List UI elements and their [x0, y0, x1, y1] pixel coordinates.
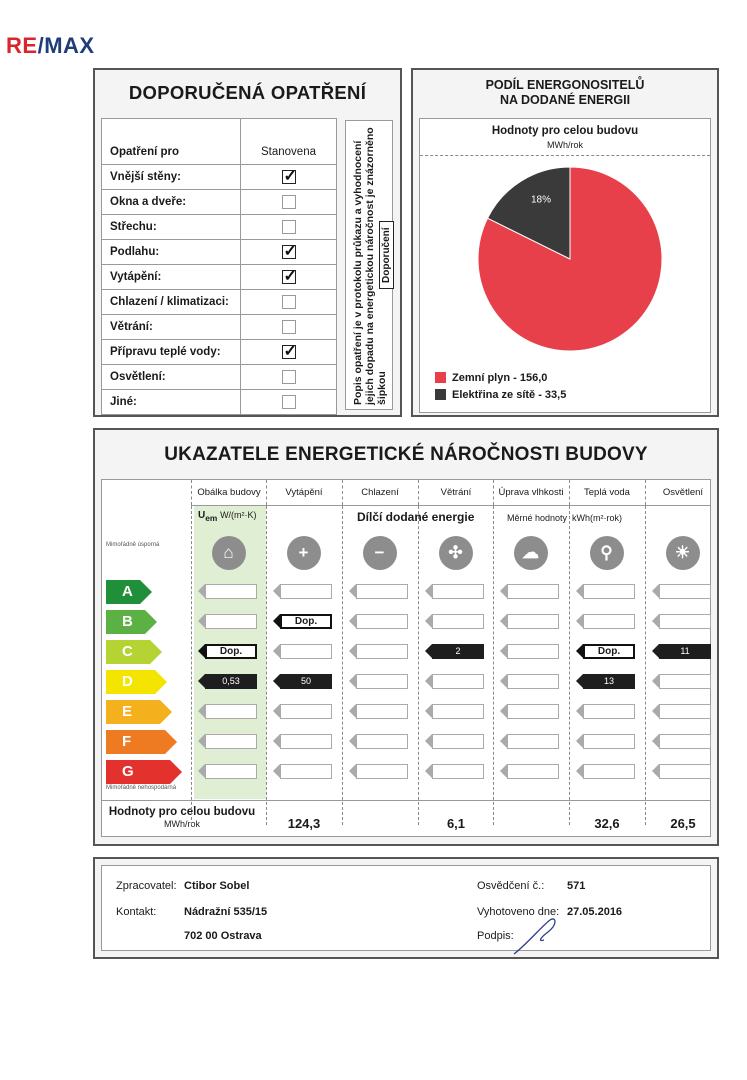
empty-class-slot [432, 614, 484, 629]
empty-class-slot [356, 704, 408, 719]
totals-label-text: Hodnoty pro celou budovu [108, 806, 256, 818]
empty-class-slot [356, 734, 408, 749]
empty-class-slot [432, 764, 484, 779]
legend-item [435, 369, 566, 386]
scale-top-note: Mimořádně úsporná [106, 542, 160, 548]
total-value: 32,6 [594, 816, 620, 831]
measure-row [102, 190, 337, 215]
energy-class-b: B [106, 610, 145, 634]
kwh-unit-label: kWh(m²·rok) [572, 513, 622, 523]
checked-checkbox[interactable] [282, 345, 296, 359]
logo-max: MAX [44, 33, 95, 58]
indicators-box [101, 479, 711, 837]
signature-mark [512, 916, 562, 956]
pie-percent-label: 18% [530, 194, 552, 206]
measure-label: Podlahu: [102, 240, 241, 265]
total-value: 26,5 [670, 816, 696, 831]
empty-class-slot [659, 764, 711, 779]
measures-table [101, 118, 337, 415]
measure-status [241, 265, 337, 290]
empty-checkbox[interactable] [282, 295, 296, 309]
legend-label: Elektřina ze sítě - 33,5 [452, 388, 567, 401]
measure-status [241, 190, 337, 215]
empty-class-slot [659, 704, 711, 719]
empty-class-slot [432, 584, 484, 599]
current-class-arrow: 0,53 [205, 674, 257, 689]
totals-unit: MWh/rok [164, 819, 200, 829]
measure-row [102, 390, 337, 415]
checked-checkbox[interactable] [282, 170, 296, 184]
empty-class-slot [280, 644, 332, 659]
indicators-panel [93, 428, 719, 846]
empty-class-slot [356, 644, 408, 659]
uem-letter: U [198, 510, 206, 521]
energy-class-a: A [106, 580, 140, 604]
empty-class-slot [583, 584, 635, 599]
measure-row [102, 215, 337, 240]
empty-class-slot [507, 734, 559, 749]
energy-class-g: G [106, 760, 170, 784]
empty-class-slot [583, 614, 635, 629]
specific-values-label: Měrné hodnoty [507, 513, 568, 523]
address-line2: 702 00 Ostrava [184, 930, 262, 942]
empty-class-slot [280, 764, 332, 779]
empty-class-slot [507, 584, 559, 599]
empty-class-slot [356, 764, 408, 779]
empty-checkbox[interactable] [282, 220, 296, 234]
house-icon: ⌂ [212, 536, 246, 570]
current-class-arrow: 11 [659, 644, 711, 659]
measure-label: Větrání: [102, 315, 241, 340]
measure-status [241, 290, 337, 315]
column-header: Chlazení [342, 480, 417, 505]
energy-share-title [413, 78, 717, 108]
uem-unit: W/(m²·K) [220, 510, 257, 520]
recommendation-tag [376, 227, 394, 289]
recommended-class-arrow: Dop. [280, 614, 332, 629]
empty-class-slot [280, 584, 332, 599]
measure-status [241, 240, 337, 265]
measure-label: Střechu: [102, 215, 241, 240]
checked-checkbox[interactable] [282, 245, 296, 259]
recommended-measures-panel [93, 68, 402, 417]
empty-checkbox[interactable] [282, 320, 296, 334]
uem-label [198, 510, 257, 523]
measures-col1: Opatření pro [102, 119, 241, 165]
total-value: 6,1 [446, 816, 466, 831]
empty-class-slot [659, 674, 711, 689]
measures-col2: Stanovena [241, 119, 337, 165]
water-tap-icon: ⚲ [590, 536, 624, 570]
empty-class-slot [659, 614, 711, 629]
legend-label: Zemní plyn - 156,0 [452, 371, 548, 384]
measure-status [241, 340, 337, 365]
empty-class-slot [659, 734, 711, 749]
empty-class-slot [280, 734, 332, 749]
pie-legend [435, 369, 566, 403]
fan-icon: ✣ [439, 536, 473, 570]
pie-percent-label: 82% [624, 358, 645, 370]
current-class-arrow: 13 [583, 674, 635, 689]
legend-item [435, 386, 566, 403]
footer-panel [93, 857, 719, 959]
recommended-class-arrow: Dop. [583, 644, 635, 659]
energy-class-d: D [106, 670, 155, 694]
address-line1: Nádražní 535/15 [184, 906, 268, 918]
empty-checkbox[interactable] [282, 395, 296, 409]
empty-class-slot [205, 614, 257, 629]
empty-class-slot [507, 614, 559, 629]
current-class-arrow: 2 [432, 644, 484, 659]
measures-note: Popis opatření je v protokolu průkazu a vyhodnocení jejich dopadu na energetickou náročnost je znázorněno šipkou [352, 127, 388, 405]
uem-sub: em [205, 513, 218, 523]
measure-status [241, 165, 337, 190]
measure-label: Přípravu teplé vody: [102, 340, 241, 365]
contact-label: Kontakt: [116, 906, 157, 918]
total-value: 124,3 [287, 816, 321, 831]
current-class-arrow: 50 [280, 674, 332, 689]
indicators-title: UKAZATELE ENERGETICKÉ NÁROČNOSTI BUDOVY [164, 444, 648, 465]
cert-label: Osvědčení č.: [477, 880, 545, 892]
empty-class-slot [356, 584, 408, 599]
energy-class-c: C [106, 640, 150, 664]
pie-chart [475, 164, 665, 370]
measures-title: DOPORUČENÁ OPATŘENÍ [128, 82, 367, 103]
column-header: Teplá voda [569, 480, 644, 505]
empty-class-slot [507, 674, 559, 689]
column-header: Vytápění [266, 480, 341, 505]
pie-unit: MWh/rok [547, 140, 583, 150]
measure-row [102, 365, 337, 390]
scale-bottom-note: Mimořádně nehospodárná [106, 785, 177, 791]
issued-label: Vyhotoveno dne: [477, 906, 560, 918]
logo-re: RE [6, 33, 38, 58]
measure-label: Vnější stěny: [102, 165, 241, 190]
empty-class-slot [356, 674, 408, 689]
empty-class-slot [432, 734, 484, 749]
pie-box [419, 118, 711, 413]
recommended-class-arrow: Dop. [205, 644, 257, 659]
cert-number: 571 [567, 880, 586, 892]
pie-subtitle: Hodnoty pro celou budovu [491, 125, 639, 137]
legend-swatch [435, 389, 446, 400]
legend-swatch [435, 372, 446, 383]
measure-status [241, 315, 337, 340]
lightbulb-icon: ☀ [666, 536, 700, 570]
measure-label: Vytápění: [102, 265, 241, 290]
totals-label [108, 806, 256, 829]
measure-row [102, 240, 337, 265]
measure-row [102, 290, 337, 315]
empty-class-slot [583, 734, 635, 749]
issued-date: 27.05.2016 [567, 906, 623, 918]
empty-class-slot [507, 704, 559, 719]
empty-checkbox[interactable] [282, 195, 296, 209]
empty-class-slot [356, 614, 408, 629]
measure-label: Okna a dveře: [102, 190, 241, 215]
column-header: Obálka budovy [191, 480, 266, 505]
empty-class-slot [280, 704, 332, 719]
thermometer-cold-icon: − [363, 536, 397, 570]
column-header: Úprava vlhkosti [493, 480, 568, 505]
measure-row [102, 340, 337, 365]
energy-share-title-line2: NA DODANÉ ENERGII [499, 93, 631, 107]
empty-class-slot [432, 704, 484, 719]
measure-row [102, 265, 337, 290]
recommendation-tag-label: Doporučení [379, 221, 394, 289]
empty-class-slot [507, 764, 559, 779]
empty-class-slot [205, 584, 257, 599]
processor-label: Zpracovatel: [116, 880, 177, 892]
measure-label: Osvětlení: [102, 365, 241, 390]
measure-label: Jiné: [102, 390, 241, 415]
empty-class-slot [205, 704, 257, 719]
energy-class-f: F [106, 730, 165, 754]
measure-status [241, 365, 337, 390]
empty-class-slot [507, 644, 559, 659]
measure-row [102, 315, 337, 340]
empty-class-slot [583, 764, 635, 779]
empty-class-slot [205, 734, 257, 749]
partial-energy-label: Dílčí dodané energie [357, 510, 475, 524]
empty-class-slot [659, 584, 711, 599]
measures-note-box [345, 120, 393, 410]
measure-status [241, 390, 337, 415]
signature-label: Podpis: [477, 930, 514, 942]
logo-slash: / [37, 33, 45, 58]
empty-class-slot [205, 764, 257, 779]
measure-row [102, 165, 337, 190]
energy-share-title-line1: PODÍL ENERGONOSITELŮ [485, 78, 645, 92]
column-header: Větrání [418, 480, 493, 505]
measure-label: Chlazení / klimatizaci: [102, 290, 241, 315]
measure-status [241, 215, 337, 240]
humidity-icon: ☁ [514, 536, 548, 570]
column-header: Osvětlení [645, 480, 720, 505]
processor-name: Ctibor Sobel [184, 880, 250, 892]
thermometer-hot-icon: + [287, 536, 321, 570]
energy-share-panel [411, 68, 719, 417]
empty-class-slot [583, 704, 635, 719]
checked-checkbox[interactable] [282, 270, 296, 284]
remax-logo [6, 33, 95, 59]
empty-checkbox[interactable] [282, 370, 296, 384]
empty-class-slot [432, 674, 484, 689]
energy-class-e: E [106, 700, 160, 724]
footer-box [101, 865, 711, 951]
